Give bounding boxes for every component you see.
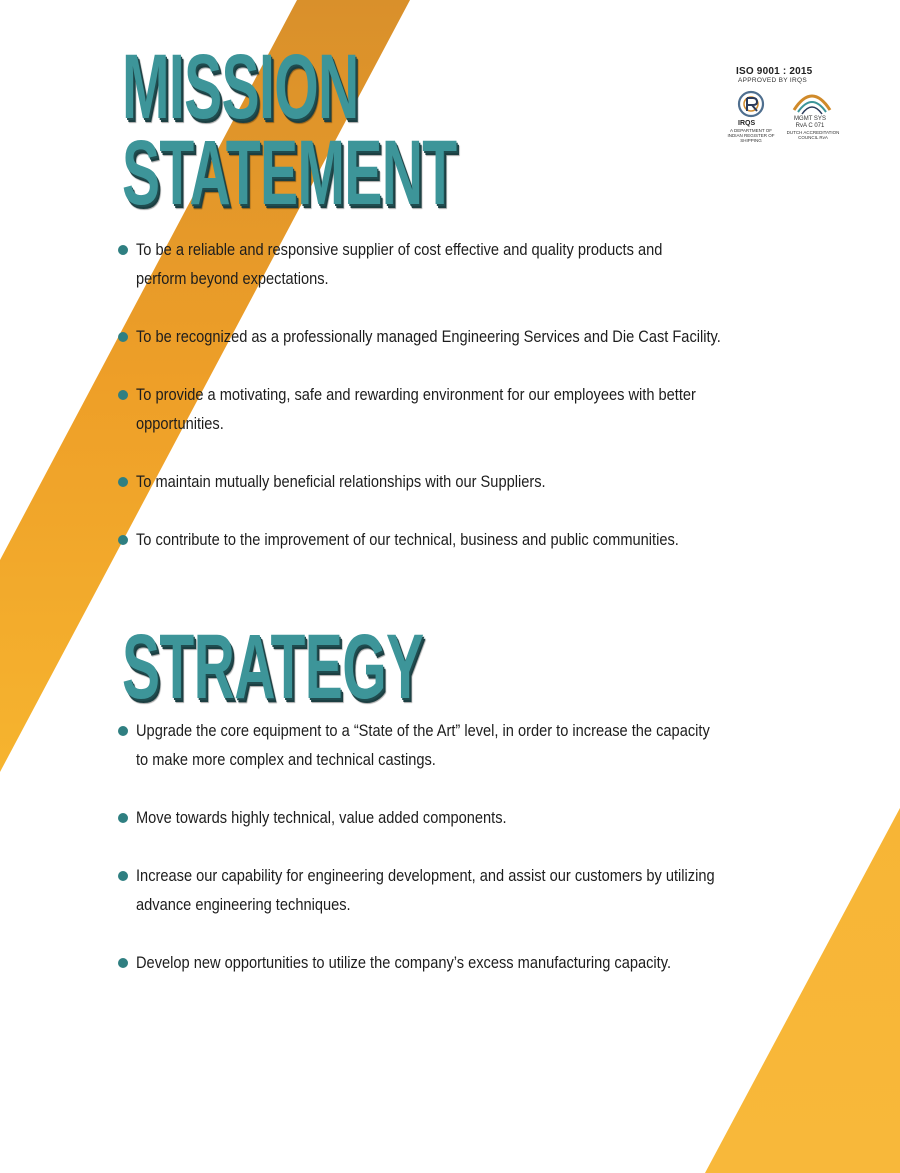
list-item-text: [136, 322, 828, 351]
strategy-list: [118, 716, 808, 977]
irqs-label: IRQS: [738, 120, 756, 127]
mission-title: [122, 36, 457, 224]
line: opportunities.: [136, 414, 224, 433]
line: To be a reliable and responsive supplier of cost effective and quality products and: [136, 240, 663, 259]
bullet-icon: [118, 477, 128, 487]
bullet-icon: [118, 871, 128, 881]
bullet-icon: [118, 390, 128, 400]
list-item-text: [136, 380, 828, 438]
bullet-icon: [118, 535, 128, 545]
rva-caption: DUTCH ACCREDITATION COUNCIL RvA: [786, 130, 840, 140]
list-item-text: [136, 716, 828, 774]
bullet-icon: [118, 813, 128, 823]
line: To contribute to the improvement of our technical, business and public communities.: [136, 530, 679, 549]
list-item: [118, 716, 808, 774]
iso-certification-badge: [722, 66, 852, 156]
list-item: [118, 861, 808, 919]
line: perform beyond expectations.: [136, 269, 329, 288]
line: to make more complex and technical castings.: [136, 750, 436, 769]
list-item: [118, 948, 808, 977]
list-item: [118, 803, 808, 832]
line: advance engineering techniques.: [136, 895, 351, 914]
list-item: [118, 380, 808, 438]
line: Upgrade the core equipment to a “State of the Art” level, in order to increase the capacity: [136, 721, 710, 740]
list-item: [118, 467, 808, 496]
line: To be recognized as a professionally managed Engineering Services and Die Cast Facility.: [136, 327, 721, 346]
list-item-text: [136, 861, 828, 919]
list-item-text: [136, 235, 828, 293]
bullet-icon: [118, 726, 128, 736]
line: To maintain mutually beneficial relationships with our Suppliers.: [136, 472, 546, 491]
line: To provide a motivating, safe and rewarding environment for our employees with better: [136, 385, 696, 404]
line: Increase our capability for engineering development, and assist our customers by utilizing: [136, 866, 715, 885]
iso-title: ISO 9001 : 2015: [736, 66, 813, 77]
line: Develop new opportunities to utilize the company’s excess manufacturing capacity.: [136, 953, 672, 972]
list-item: [118, 235, 808, 293]
line: Move towards highly technical, value added components.: [136, 808, 507, 827]
irqs-caption: A DEPARTMENT OF INDIAN REGISTER OF SHIPPING: [727, 128, 775, 143]
strategy-title: STRATEGY: [122, 616, 424, 718]
bullet-icon: [118, 332, 128, 342]
list-item-text: [136, 525, 828, 554]
list-item-text: [136, 803, 828, 832]
bullet-icon: [118, 245, 128, 255]
mission-list: [118, 235, 808, 554]
list-item: [118, 322, 808, 351]
irqs-logo-icon: [734, 88, 768, 120]
list-item-text: [136, 467, 828, 496]
mission-title-line1: MISSION: [122, 36, 359, 138]
list-item-text: [136, 948, 828, 977]
list-item: [118, 525, 808, 554]
iso-subtitle: APPROVED BY IRQS: [738, 77, 807, 84]
mission-title-line2: STATEMENT: [122, 122, 457, 224]
rva-mark-label: MGMT SYS RvA C 071: [794, 116, 826, 129]
bullet-icon: [118, 958, 128, 968]
